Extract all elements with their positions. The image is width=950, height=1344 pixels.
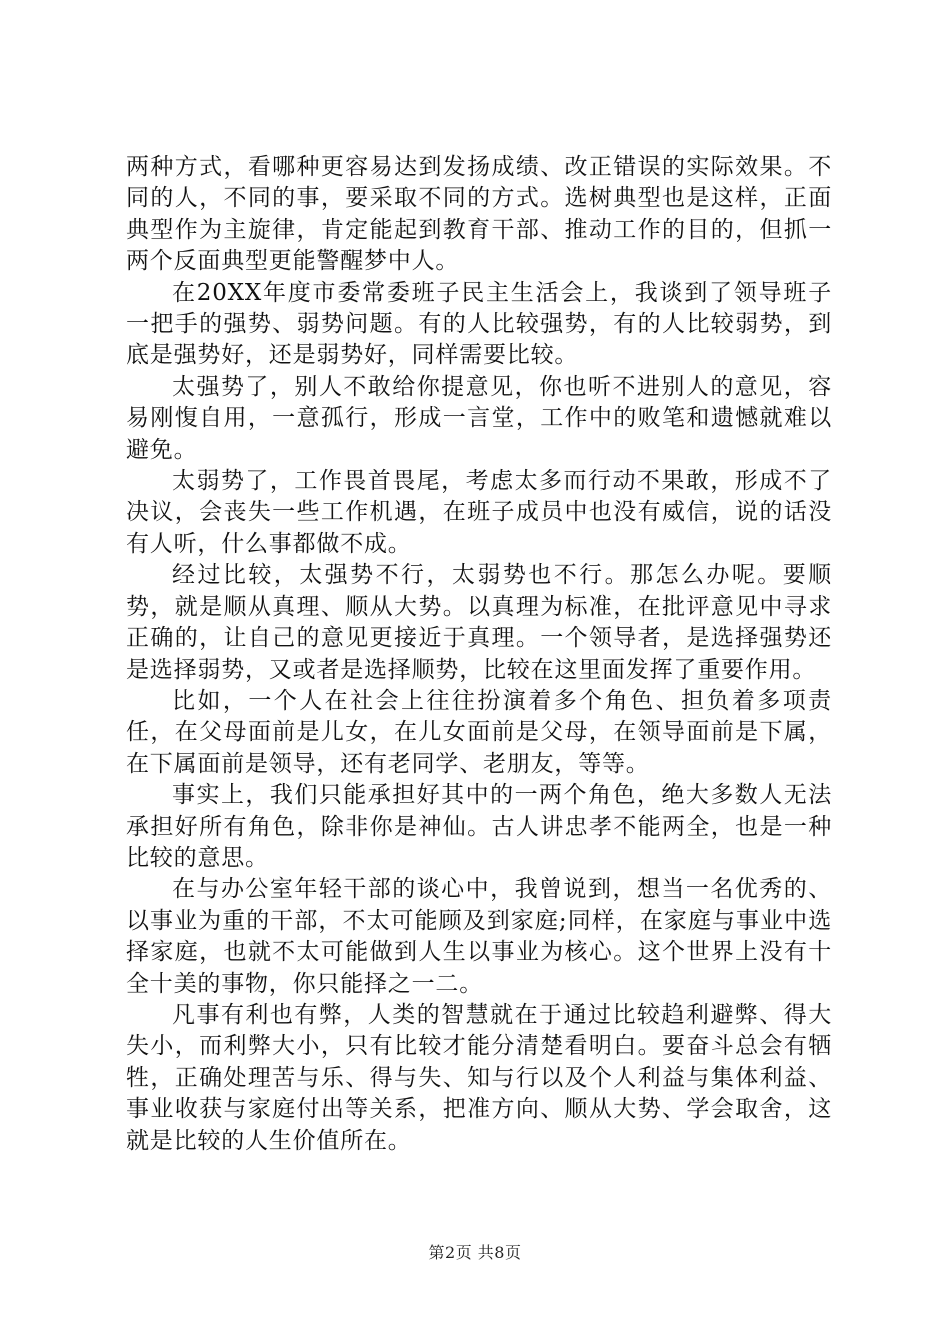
paragraph: 在与办公室年轻干部的谈心中，我曾说到，想当一名优秀的、以事业为重的干部，不太可能顾及到家庭;同样，在家庭与事业中选择家庭，也就不太可能做到人生以事业为核心。这个世界上没有十全十美的事物，你只能择之一二。 bbox=[126, 876, 832, 997]
paragraph: 凡事有利也有弊，人类的智慧就在于通过比较趋利避弊、得大失小，而利弊大小，只有比较才能分清楚看明白。要奋斗总会有牺牲，正确处理苦与乐、得与失、知与行以及个人利益与集体利益、事业收获与家庭付出等关系，把准方向、顺从大势、学会取舍，这就是比较的人生价值所在。 bbox=[126, 1001, 832, 1154]
paragraph: 太强势了，别人不敢给你提意见，你也听不进别人的意见，容易刚愎自用，一意孤行，形成一言堂，工作中的败笔和遗憾就难以避免。 bbox=[126, 373, 832, 463]
paragraph: 事实上，我们只能承担好其中的一两个角色，绝大多数人无法承担好所有角色，除非你是神仙。古人讲忠孝不能两全，也是一种比较的意思。 bbox=[126, 782, 832, 871]
paragraph: 经过比较，太强势不行，太弱势也不行。那怎么办呢。要顺势，就是顺从真理、顺从大势。以真理为标准，在批评意见中寻求正确的，让自己的意见更接近于真理。一个领导者，是选择强势还是选择弱势，又或者是选择顺势，比较在这里面发挥了重要作用。 bbox=[126, 562, 832, 683]
page-number-footer: 第2页 共8页 bbox=[428, 1243, 522, 1262]
paragraph: 在20XX年度市委常委班子民主生活会上，我谈到了领导班子一把手的强势、弱势问题。有的人比较强势，有的人比较弱势，到底是强势好，还是弱势好，同样需要比较。 bbox=[126, 279, 832, 369]
paragraph: 太弱势了，工作畏首畏尾，考虑太多而行动不果敢，形成不了决议，会丧失一些工作机遇，在班子成员中也没有威信，说的话没有人听，什么事都做不成。 bbox=[126, 468, 832, 557]
paragraph-continued: 两种方式，看哪种更容易达到发扬成绩、改正错误的实际效果。不同的人，不同的事，要采取不同的方式。选树典型也是这样，正面典型作为主旋律，肯定能起到教育干部、推动工作的目的，但抓一两个反面典型更能警醒梦中人。 bbox=[126, 154, 832, 275]
document-body bbox=[126, 152, 832, 1157]
paragraph: 比如，一个人在社会上往往扮演着多个角色、担负着多项责任，在父母面前是儿女，在儿女面前是父母，在领导面前是下属，在下属面前是领导，还有老同学、老朋友，等等。 bbox=[126, 687, 832, 777]
